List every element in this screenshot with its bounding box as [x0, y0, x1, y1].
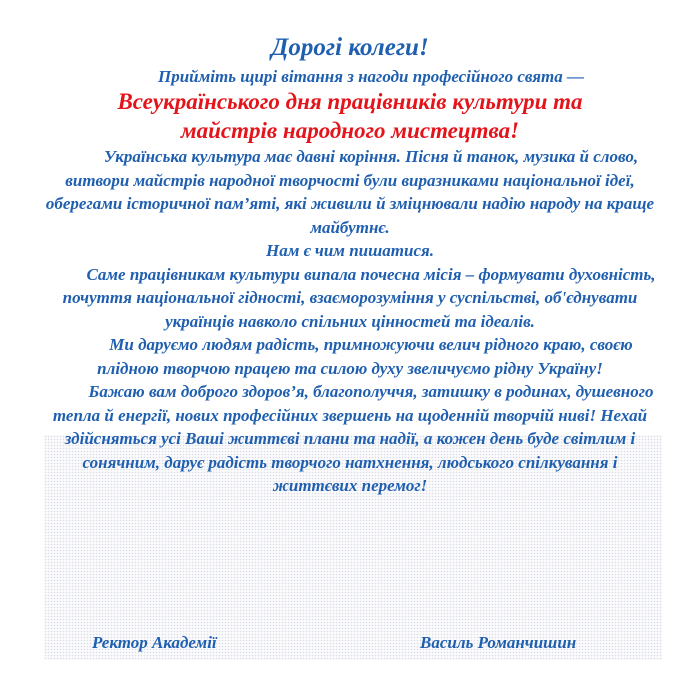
holiday-name-line-1: Всеукраїнського дня працівників культури та	[117, 89, 583, 114]
paragraph-wishes	[40, 380, 660, 498]
paragraph-joy-text: Ми даруємо людям радість, примножуючи велич рідного краю, своєю плідною творчою працею та силою духу звеличуємо рідну Україну!	[97, 335, 633, 378]
holiday-name-line-2: майстрів народного мистецтва!	[180, 118, 520, 143]
intro-text: Прийміть щирі вітання з нагоди професійного свята —	[157, 67, 585, 86]
signature-name: Василь Романчишин	[420, 633, 577, 652]
paragraph-mission-text: Саме працівникам культури випала почесна місія – формувати духовність, почуття національної гідності, взаєморозуміння у суспільстві, об'єднувати українців навколо спільних цінностей та ідеалів.	[62, 264, 656, 331]
intro-line	[40, 66, 660, 87]
paragraph-joy	[40, 333, 660, 380]
paragraph-culture-text: Українська культура має давні коріння. Пісня й танок, музика й слово, витвори майстрів народної творчості були виразниками національної ідеї, оберегами історичної пам’яті, які живили й зміцнювали надію народу на краще майбутнє.	[45, 147, 655, 237]
paragraph-pride: Нам є чим пишатися.	[266, 241, 434, 260]
paragraph-wishes-text: Бажаю вам доброго здоров’я, благополуччя, затишку в родинах, душевного тепла й енергії, нових професійних звершень на щоденній творчій ниві! Нехай здійсняться усі Ваші життєві плани та надії, а кожен день буде світлим і сонячним, дарує радість творчого натхнення, людського спілкування і життєвих перемог!	[52, 382, 654, 495]
paragraph-culture	[40, 145, 660, 239]
paragraph-mission	[40, 263, 660, 334]
letter-body	[40, 30, 660, 498]
greeting-heading: Дорогі колеги!	[271, 34, 429, 61]
signature-position: Ректор Академії	[92, 633, 217, 652]
